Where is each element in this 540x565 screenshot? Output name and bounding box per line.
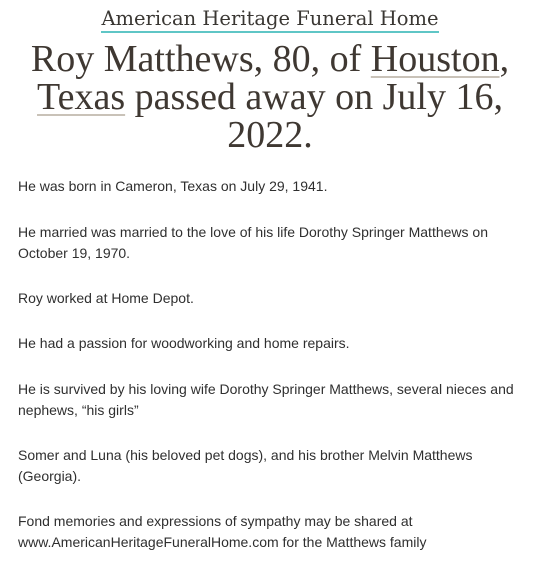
title-text-2: , [499,38,510,80]
houston-link[interactable]: Houston [370,38,500,80]
title-text-1: Roy Matthews, 80, of [30,38,371,80]
funeral-home-header [0,6,540,32]
title-text-3: passed away on July 16, [125,76,503,118]
texas-link[interactable]: Texas [37,76,126,118]
paragraph-sympathy: Fond memories and expressions of sympathy may be shared at www.AmericanHeritageFuneralHome.com for the Matthews family [18,513,427,550]
title-text-4: 2022. [227,114,313,156]
paragraph-survived: He is survived by his loving wife Dorothy Springer Matthews, several nieces and nephews, “his girls” [18,381,514,418]
funeral-home-link[interactable]: American Heritage Funeral Home [101,7,438,33]
paragraph-pets: Somer and Luna (his beloved pet dogs), and his brother Melvin Matthews (Georgia). [18,447,473,484]
paragraph-passion: He had a passion for woodworking and home repairs. [18,335,350,351]
paragraph-work: Roy worked at Home Depot. [18,290,194,306]
obituary-title [0,40,540,154]
paragraph-birth: He was born in Cameron, Texas on July 29, 1941. [18,178,328,194]
paragraph-marriage: He married was married to the love of his life Dorothy Springer Matthews on October 19, 1970. [18,224,488,261]
